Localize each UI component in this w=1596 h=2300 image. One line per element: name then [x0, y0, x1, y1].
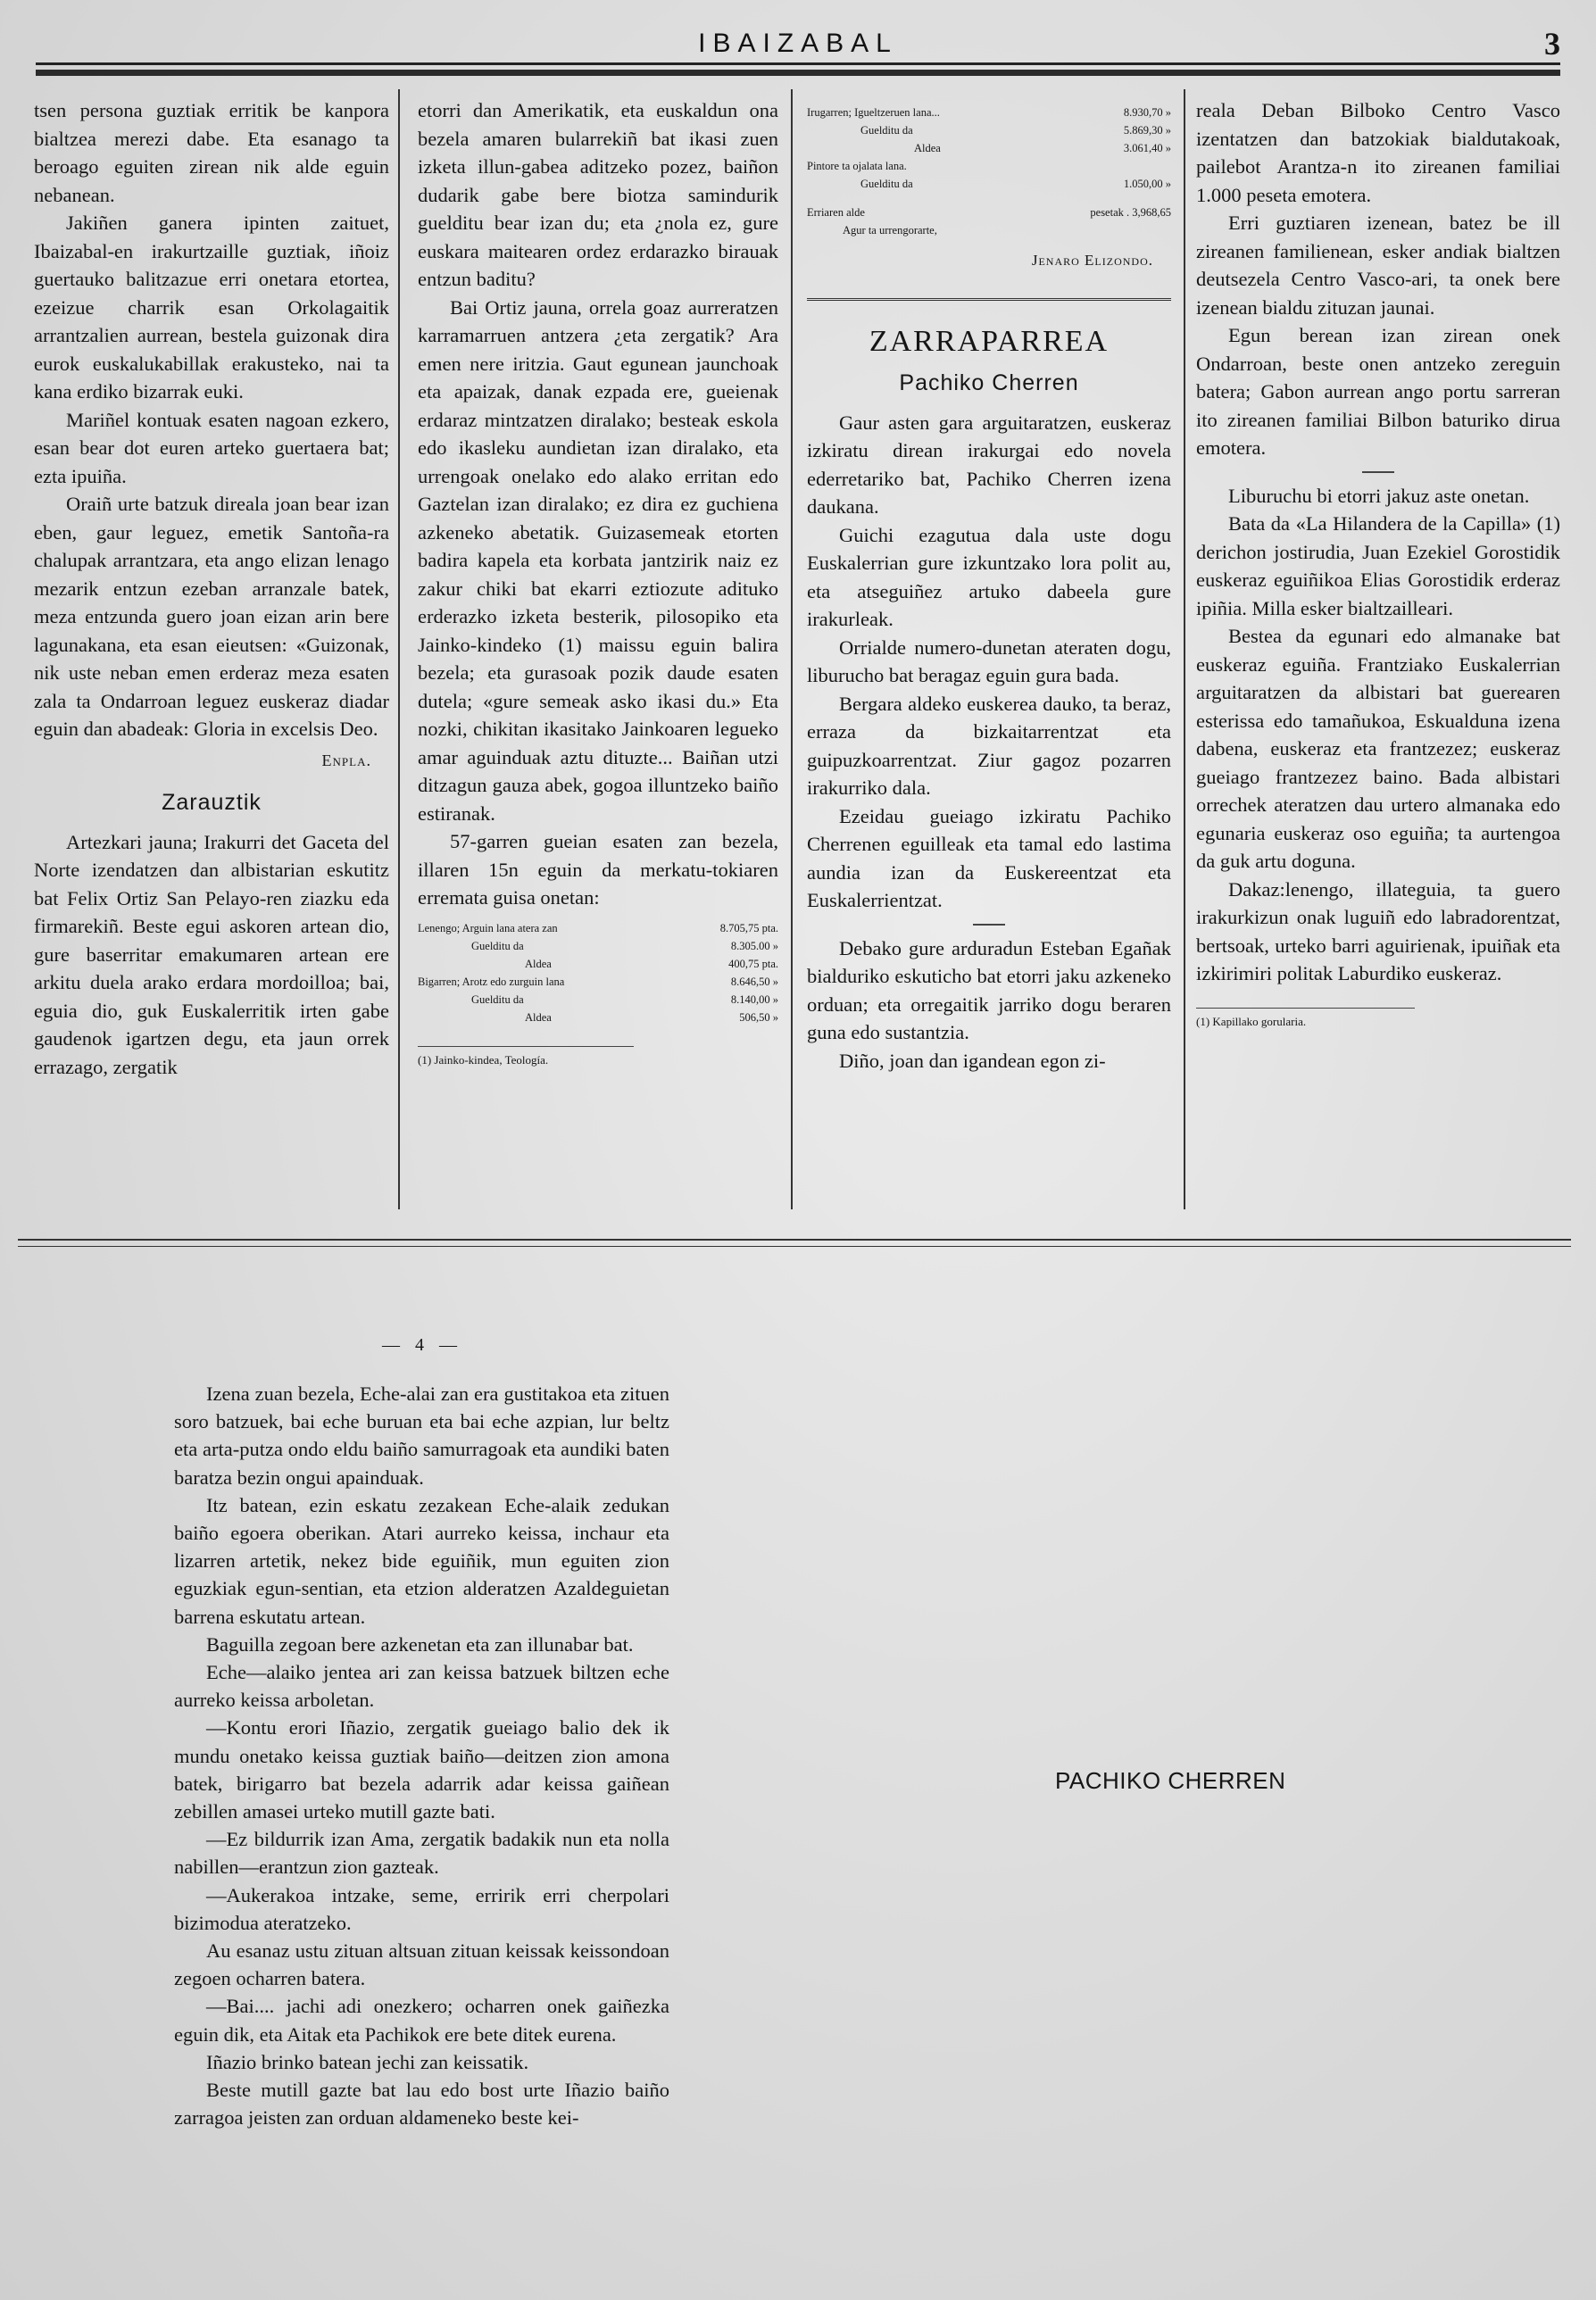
signature: Jenaro Elizondo.	[1031, 252, 1153, 269]
column-divider-2	[791, 89, 793, 1209]
ledger-row	[418, 1009, 778, 1026]
paragraph: Egun berean izan zirean onek Ondarroan, beste onen antzeko zereguin batera; Gabon aurrean ango portu sarreran ito zireanen familiai Bilbon baturiko dirua emotera.	[1196, 324, 1560, 459]
paragraph: —Kontu erori Iñazio, zergatik gueiago balio dek ik mundu onetako keissa guztiak baiño—deitzen zion amona batek, birigarro bat bezela adarrik adar keissa gaiñean zebillen amasei urteko mutill gazte bati.	[174, 1716, 669, 1823]
paragraph: 57-garren gueian esaten zan bezela, illaren 15n eguin da merkatu-tokiaren erremata guisa onetan:	[418, 830, 778, 909]
ledger-label: Guelditu da	[471, 992, 524, 1006]
paragraph: Mariñel kontuak esaten nagoan ezkero, esan bear dot euren arteko guertaera bat; ezta ipuiña.	[34, 408, 389, 487]
paragraph: Bergara aldeko euskerea dauko, ta beraz, erraza da bizkaitarrentzat eta guipuzkoarrentzat. Ziur gagoz pozarren irakurriko dala.	[807, 692, 1171, 799]
page-number: 3	[1544, 26, 1560, 62]
paragraph: etorri dan Amerikatik, eta euskaldun ona bezela amaren bularrekiñ bat ikasi zuen izketa illun-gabea aditzeko pozez, baiñon dudarik gabe bere biotza samindurik guelditu bear izan du; eta ¿nola ez, gure euskara maitearen ordez erdarazko birauak entzun baditu?	[418, 99, 778, 290]
serial-story-column	[174, 1380, 669, 2131]
paragraph: Dakaz:lenengo, illateguia, ta guero irakurkizun onak luguiñ edo labradorentzat, bertsoak, urteko barri aguirienak, ipuiñak eta izkirimiri politak Laburdiko euskeraz.	[1196, 877, 1560, 984]
ledger-value: 8.140,00 »	[730, 992, 778, 1006]
paragraph: Beste mutill gazte bat lau edo bost urte Iñazio baiño zarragoa jeisten zan orduan aldameneko beste kei-	[174, 2079, 669, 2130]
account-row	[807, 139, 1171, 157]
ledger-label: Aldea	[525, 957, 552, 970]
account-row	[807, 175, 1171, 193]
ledger-value: 400,75 pta.	[728, 957, 778, 970]
column-2	[418, 96, 778, 1068]
paragraph: Bata da «La Hilandera de la Capilla» (1) derichon jostirudia, Juan Ezekiel Gorostidik euskeraz eguiñikoa Elias Gorostidik erderaz ipiñia. Milla esker bialtzailleari.	[1196, 512, 1560, 619]
ledger-value: 8.305.00 »	[730, 939, 778, 952]
paragraph: Liburuchu bi etorri jakuz aste onetan.	[1228, 484, 1530, 507]
account-row	[807, 121, 1171, 139]
paragraph: Ezeidau gueiago izkiratu Pachiko Cherrenen eguilleak eta tamal edo lastima aundia izan da Euskereentzat eta Euskalerrientzat.	[807, 804, 1171, 911]
section-title: Zarauztik	[162, 790, 262, 815]
paragraph: Itz batean, ezin eskatu zezakean Eche-alaik zedukan baiño egoera oberikan. Atari aurreko keissa, inchaur eta lizarren artetik, nekez bide eguiñik, mun eguiten zion eguzkiak egun-sentian, eta etzion alderatzen Azaldeguietan barrena eskutatu artean.	[174, 1493, 669, 1628]
account-label: Guelditu da	[860, 124, 913, 137]
paragraph: Artezkari jauna; Irakurri det Gaceta del Norte izendatzen dan albistarian eskutitz bat Felix Ortiz San Pelayo-ren ziazku eda firmarekiñ. Beste egui askoren artean dio, gure baserritar emakumaren artean ere arkitu duela arako erdara mordoilloa; bai, eguia dio, guk Euskalerritik irten gabe gaudenok igartzen degu, eta jaun orrek errazago, zergatik	[34, 830, 389, 1078]
section-big-title: ZARRAPARREA	[869, 324, 1110, 358]
account-value: 3.061,40 »	[1123, 142, 1171, 154]
ledger-value: 506,50 »	[739, 1010, 778, 1024]
paragraph: Erri guztiaren izenean, batez be ill zireanen familienean, esker andiak bialtzen deutsezela Centro Vasco-ari, ta onek bere izenean bialdu zituzan jaunai.	[1196, 212, 1560, 319]
ledger-label: Aldea	[525, 1010, 552, 1024]
newspaper-title: IBAIZABAL	[698, 29, 898, 58]
paragraph: —Bai.... jachi adi onezkero; ocharren onek gaiñezka eguin dik, eta Aitak eta Pachikok ere bete ditek eurena.	[174, 1995, 669, 2046]
account-label: Aldea	[914, 142, 941, 154]
auction-ledger	[418, 919, 778, 1026]
paragraph: Bestea da egunari edo almanake bat euskeraz eguiña. Frantziako Euskalerrian arguitaratzen da albistari bat guerearen esterissa edo tamañukoa, Eskualduna izena dabena, euskeraz eta frantzezez; euskeraz gueiago frantzezez baino. Bada albistari orrechek ateratzen dau urtero almanaka edo egunaria euskeraz oso eguiña; ta aurtengoa da guk artu doguna.	[1196, 625, 1560, 872]
paragraph: Orrialde numero-dunetan ateraten dogu, liburucho bat beragaz eguin gura bada.	[807, 635, 1171, 686]
ledger-row	[418, 919, 778, 937]
account-label: Irugarren; Igueltzeruen lana...	[807, 106, 940, 119]
fold-rule-upper	[18, 1239, 1571, 1241]
account-value: 1.050,00 »	[1123, 178, 1171, 190]
lower-page-marker: — 4 —	[382, 1335, 462, 1355]
ledger-row	[418, 991, 778, 1009]
ledger-label: Guelditu da	[471, 939, 524, 952]
section-rule	[807, 298, 1171, 301]
serial-caption: PACHIKO CHERREN	[1055, 1767, 1286, 1794]
separator	[973, 924, 1005, 926]
paragraph: Izena zuan bezela, Eche-alai zan era gustitakoa eta zituen soro batzuek, bai eche buruan eta bai eche azpian, lur beltz eta arta-putza ondo eldu baiño samurragoak eta aundiki baten baratza bezin ongui apainduak.	[174, 1382, 669, 1489]
paragraph: Jakiñen ganera ipinten zaituet, Ibaizabal-en irakurtzaille guztiak, iñoiz guertauko balitzazue erri onetara etortea, ezeizue charrik esan Orkolagaitik arrantzalien aurrean, bestela guizonak dira eurok euskalukabillak erakusteko, nai ta kana erdiko bizarrak euki.	[34, 212, 389, 403]
ledger-row	[418, 973, 778, 991]
top-rule-thin	[36, 62, 1560, 65]
paragraph: —Aukerakoa intzake, seme, erririk erri cherpolari bizimodua ateratzeko.	[174, 1883, 669, 1934]
account-value: 5.869,30 »	[1123, 124, 1171, 137]
column-4	[1196, 96, 1560, 1030]
account-row	[807, 157, 1171, 175]
paragraph: Iñazio brinko batean jechi zan keissatik.	[206, 2050, 529, 2073]
account-summary	[807, 104, 1171, 239]
top-rule-thick	[36, 70, 1560, 76]
paragraph: Gaur asten gara arguitaratzen, euskeraz izkiratu direan irakurgai edo novela ederretariko bat, Pachiko Cherren izena daukana.	[807, 411, 1171, 518]
column-3	[807, 104, 1171, 1075]
account-value: 8.930,70 »	[1123, 106, 1171, 119]
footnote: (1) Jainko-kindea, Teología.	[418, 1046, 634, 1068]
section-title: Pachiko Cherren	[899, 370, 1079, 395]
paragraph: Baguilla zegoan bere azkenetan eta zan illunabar bat.	[206, 1632, 634, 1656]
paragraph: —Ez bildurrik izan Ama, zergatik badakik nun eta nolla nabillen—erantzun zion gazteak.	[174, 1828, 669, 1879]
paragraph: tsen persona guztiak erritik be kanpora bialtzea merezi dabe. Eta esanago ta beroago eguiten zirean nik alde eguin nebanean.	[34, 99, 389, 206]
masthead	[36, 25, 1560, 61]
ledger-value: 8.705,75 pta.	[719, 921, 778, 934]
account-value: pesetak . 3,968,65	[1090, 206, 1171, 219]
paragraph: reala Deban Bilboko Centro Vasco izentatzen dan batzokiak bialdutakoak, pailebot Arantza-n ito zireanen familiai 1.000 peseta emotera.	[1196, 99, 1560, 206]
account-label: Pintore ta ojalata lana.	[807, 160, 907, 172]
account-row	[807, 203, 1171, 221]
ledger-row	[418, 955, 778, 973]
ledger-row	[418, 937, 778, 955]
account-row	[807, 104, 1171, 121]
closing-line: Agur ta urrengorarte,	[843, 224, 937, 237]
footnote: (1) Kapillako gorularia.	[1196, 1008, 1415, 1030]
paragraph: Au esanaz ustu zituan altsuan zituan keissak keissondoan zegoen ocharren batera.	[174, 1939, 669, 1990]
paragraph: Debako gure arduradun Esteban Egañak bialduriko eskuticho bat etorri jaku azkeneko orduan; eta orregaitik jarriko dogu beraren guna edo sustantzia.	[807, 936, 1171, 1043]
account-label: Guelditu da	[860, 178, 913, 190]
separator	[1362, 471, 1394, 473]
paragraph: Oraiñ urte batzuk direala joan bear izan eben, gaur leguez, emetik Santoña-ra chalupak arrantzara, eta ango elizan lenago mezarik entzun ezeban arranzale batek, meza entzunda guero joan eizan arin bere lagunakana, eta esan eieutsen: «Guizonak, nik uste neban emen erderaz meza esaten zala ta Ondarroan leguez euskeraz diadar eguin dan abadeak: Gloria in excelsis Deo.	[34, 493, 389, 740]
ledger-label: Lenengo; Arguin lana atera zan	[418, 921, 558, 934]
column-divider-1	[398, 89, 400, 1209]
ledger-value: 8.646,50 »	[730, 975, 778, 988]
account-label: Erriaren alde	[807, 206, 865, 219]
signature: Enpla.	[321, 751, 371, 769]
paragraph: Eche—alaiko jentea ari zan keissa batzuek biltzen eche aurreko keissa arboletan.	[174, 1661, 669, 1712]
fold-rule-lower	[18, 1246, 1571, 1247]
column-1	[34, 96, 389, 1081]
column-divider-3	[1184, 89, 1185, 1209]
ledger-label: Bigarren; Arotz edo zurguin lana	[418, 975, 565, 988]
paragraph: Diño, joan dan igandean egon zi-	[839, 1049, 1106, 1072]
paragraph: Bai Ortiz jauna, orrela goaz aurreratzen karramarruen antzera ¿eta zergatik? Ara emen nere iritzia. Gaut egunean jaunchoak eta apaizak, danak ezpada ere, gueienak erdaraz mintzatzen diralako; besteak eskola edo ikasleku aundietan izan diralako, eta urrengoak onelako edo alako erritan edo Gaztelan izan diralako; ez dira ez guchiena azkeneko abetatik. Guizasemeak etorten badira kapela eta korbata jantzirik naiz ez zakur chiki bat ekarri eztiozute adituko erderazko izketa besterik, pilosopiko eta Jainko-kindeko (1) maissu eguin balira bezela; eta gurasoak pozik daude esaten dutela; «gure semeak asko ikasi du.» Eta nozki, chikitan ikasitako Jainkoaren legueko amar aguinduak aztu dituzte... Baiñan utzi ditzagun gauza abek, gogoa illuntzeko baiño estiranak.	[418, 295, 778, 825]
paragraph: Guichi ezagutua dala uste dogu Euskalerrian gure izkuntzako lora polit au, eta atseguiñez artuko dabeela gure irakurleak.	[807, 523, 1171, 630]
